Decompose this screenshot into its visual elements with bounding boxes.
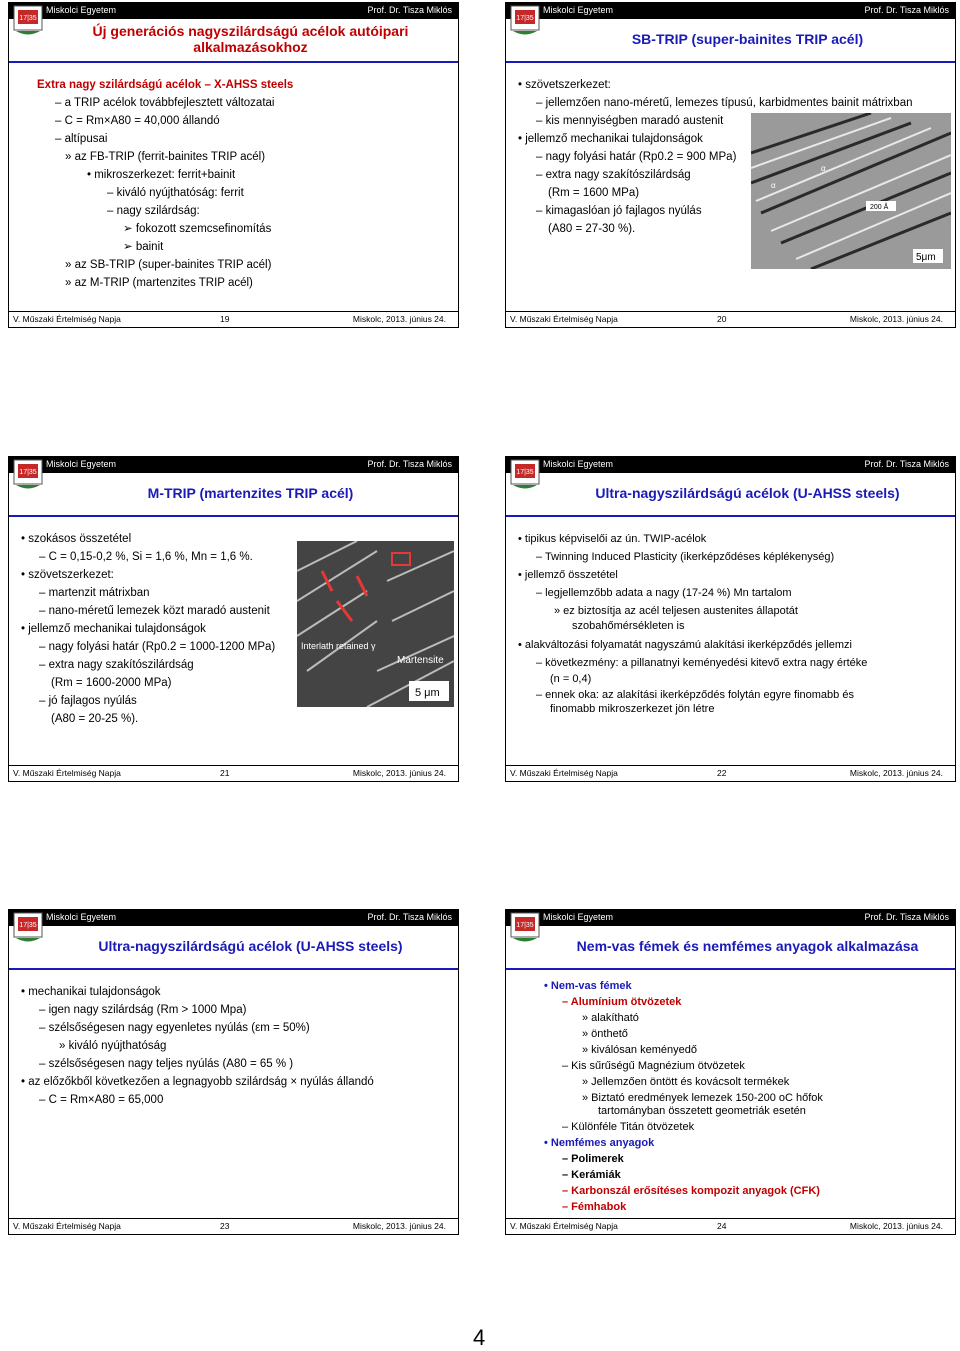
slide-header [9,3,458,19]
slide-footer [9,765,458,781]
slide-19 [8,2,459,328]
bullet-line: (Rm = 1600 MPa) [548,187,640,199]
slide-21 [8,456,459,782]
slide-body [9,69,458,303]
bullet-line: • tipikus képviselői az ún. TWIP-acélok [518,533,707,545]
footer-date: Miskolc, 2013. június 24. [849,1221,943,1231]
bullet-line: • szövetszerkezet: [518,79,611,91]
bullet-line: – jellemzően nano-méretű, lemezes típusú, karbidmentes bainit mátrixban [536,97,913,109]
bullet-line: » kiválósan keményedő [582,1044,697,1056]
university-name: Miskolci Egyetem [543,5,614,15]
bullet-line: – C = Rm×A80 = 65,000 [39,1094,164,1106]
slide-footer [9,311,458,327]
title-rule [9,968,458,970]
slide-number: 19 [220,314,230,324]
slide-23 [8,909,459,1235]
slide-20 [505,2,956,328]
slide-footer [506,1218,955,1234]
bullet-line: tartományban összetett geometriák esetén [598,1105,806,1117]
footer-date: Miskolc, 2013. június 24. [352,1221,446,1231]
bullet-line: » önthető [582,1028,628,1040]
bullet-line: » Biztató eredmények lemezek 150-200 oC hőfok [582,1092,823,1104]
bullet-line: – legjellemzőbb adata a nagy (17-24 %) Mn tartalom [536,587,792,599]
slide-header [506,910,955,926]
svg-text:17|35: 17|35 [516,15,534,22]
slide-header [506,3,955,19]
slide-title: Ultra-nagyszilárdságú acélok (U-AHSS steels) [98,937,403,954]
slide-footer [9,1218,458,1234]
author-name: Prof. Dr. Tisza Miklós [864,459,949,469]
slide-body [9,976,458,1210]
bullet-line: • jellemző mechanikai tulajdonságok [518,133,703,145]
bullet-line: – C = 0,15-0,2 %, Si = 1,6 %, Mn = 1,6 %. [39,551,253,563]
university-logo [13,912,43,944]
bainite-micrograph [751,113,951,269]
bullet-line: – nagy folyási határ (Rp0.2 = 900 MPa) [536,151,737,163]
bullet-line: – szélsőségesen nagy egyenletes nyúlás (εm = 50%) [39,1022,310,1034]
martensite-micrograph [297,541,454,707]
slide-22 [505,456,956,782]
bullet-line: • szokásos összetétel [21,533,132,545]
bullet-line: – jó fajlagos nyúlás [39,695,137,707]
footer-event: V. Műszaki Értelmiség Napja [510,768,618,778]
bullet-line: • Nem-vas fémek [544,980,632,992]
bullet-line: Extra nagy szilárdságú acélok – X-AHSS steels [37,79,294,91]
phase-label: Martensite [397,655,444,666]
bullet-line: – kiváló nyújthatóság: ferrit [107,187,244,199]
university-logo [510,5,540,37]
slide-header [9,457,458,473]
bullet-line: – Kis sűrűségű Magnézium ötvözetek [562,1060,745,1072]
university-name: Miskolci Egyetem [543,459,614,469]
bullet-line: – nagy szilárdság: [107,205,200,217]
phase-label: α [771,181,776,190]
bullet-line: – Polimerek [562,1153,624,1165]
bullet-line: • szövetszerkezet: [21,569,114,581]
bullet-line: – martenzit mátrixban [39,587,150,599]
author-name: Prof. Dr. Tisza Miklós [864,912,949,922]
university-name: Miskolci Egyetem [543,912,614,922]
bullet-line: – C = Rm×A80 = 40,000 állandó [55,115,220,127]
footer-date: Miskolc, 2013. június 24. [849,314,943,324]
bullet-line: – altípusai [55,133,108,145]
bullet-line: ➢ bainit [123,241,164,253]
bullet-line: » az M-TRIP (martenzites TRIP acél) [65,277,253,289]
bullet-line: finomabb mikroszerkezet jön létre [550,703,715,715]
bullet-line: » alakítható [582,1012,639,1024]
bullet-line: – a TRIP acélok továbbfejlesztett változatai [55,97,275,109]
bullet-line: » az SB-TRIP (super-bainites TRIP acél) [65,259,272,271]
bullet-line: • mikroszerkezet: ferrit+bainit [87,169,236,181]
bullet-line: • Nemfémes anyagok [544,1137,655,1149]
scale-label: 5 μm [415,687,440,699]
bullet-line: – ennek oka: az alakítási ikerképződés folytán egyre finomabb és [536,689,854,701]
slide-header [9,910,458,926]
bullet-line: (A80 = 27-30 %). [548,223,636,235]
title-rule [506,61,955,63]
bullet-line: » Jellemzően öntött és kovácsolt termékek [582,1076,790,1088]
bullet-line: – következmény: a pillanatnyi keményedési kitevő extra nagy értéke [536,657,868,669]
bullet-line: – szélsőségesen nagy teljes nyúlás (A80 = 65 % ) [39,1058,294,1070]
bullet-line: – nano-méretű lemezek közt maradó austenit [39,605,270,617]
university-name: Miskolci Egyetem [46,459,117,469]
bullet-line: ➢ fokozott szemcsefinomítás [123,223,272,235]
footer-event: V. Műszaki Értelmiség Napja [13,768,121,778]
author-name: Prof. Dr. Tisza Miklós [864,5,949,15]
svg-text:17|35: 17|35 [19,922,37,929]
slide-number: 24 [717,1221,727,1231]
slide-number: 21 [220,768,230,778]
title-rule [9,515,458,517]
bullet-line: • mechanikai tulajdonságok [21,986,161,998]
slide-title: Új generációs nagyszilárdságú acélok autóipari alkalmazásokhoz [92,22,409,55]
bullet-line: (n = 0,4) [550,673,592,685]
university-logo [510,459,540,491]
bullet-line: – Twinning Induced Plasticity (ikerképződéses képlékenység) [536,551,835,563]
author-name: Prof. Dr. Tisza Miklós [367,459,452,469]
university-logo [13,459,43,491]
bullet-line: – kimagaslóan jó fajlagos nyúlás [536,205,702,217]
slide-number: 20 [717,314,727,324]
footer-event: V. Műszaki Értelmiség Napja [510,1221,618,1231]
bullet-line: – kis mennyiségben maradó austenit [536,115,724,127]
university-logo [510,912,540,944]
author-name: Prof. Dr. Tisza Miklós [367,5,452,15]
bullet-line: – Karbonszál erősítéses kompozit anyagok (CFK) [562,1185,820,1197]
slide-header [506,457,955,473]
title-rule [506,968,955,970]
footer-event: V. Műszaki Értelmiség Napja [13,314,121,324]
footer-date: Miskolc, 2013. június 24. [849,768,943,778]
bullet-line: (A80 = 20-25 %). [51,713,139,725]
bullet-line: • az előzőkből következően a legnagyobb szilárdság × nyúlás állandó [21,1076,374,1088]
slide-title: SB-TRIP (super-bainites TRIP acél) [631,30,864,47]
slide-footer [506,765,955,781]
title-rule [506,515,955,517]
bullet-line: – extra nagy szakítószilárdság [536,169,691,181]
scale-label: 200 Å [870,204,889,211]
slide-body [506,976,955,1213]
bullet-line: – Különféle Titán ötvözetek [562,1121,695,1133]
bullet-line: • alakváltozási folyamatát nagyszámú alakítási ikerképződés jellemzi [518,639,853,651]
university-logo [13,5,43,37]
author-name: Prof. Dr. Tisza Miklós [367,912,452,922]
slide-title: Ultra-nagyszilárdságú acélok (U-AHSS steels) [595,484,900,501]
phase-label: Interlath retained γ [301,641,376,651]
scale-label: 5μm [916,252,936,263]
slide-body [506,523,955,757]
bullet-line: • jellemző mechanikai tulajdonságok [21,623,206,635]
svg-text:17|35: 17|35 [516,922,534,929]
slide-title: M-TRIP (martenzites TRIP acél) [147,484,354,501]
slide-title: Nem-vas fémek és nemfémes anyagok alkalmazása [576,937,919,954]
svg-text:17|35: 17|35 [516,469,534,476]
phase-label: α [821,164,826,173]
bullet-line: – extra nagy szakítószilárdság [39,659,194,671]
slide-24 [505,909,956,1235]
university-name: Miskolci Egyetem [46,912,117,922]
bullet-line: » az FB-TRIP (ferrit-bainites TRIP acél) [65,151,266,163]
footer-date: Miskolc, 2013. június 24. [352,314,446,324]
bullet-line: (Rm = 1600-2000 MPa) [51,677,172,689]
bullet-line: – Kerámiák [562,1169,621,1181]
bullet-line: – Alumínium ötvözetek [562,996,682,1008]
slide-number: 22 [717,768,727,778]
svg-text:17|35: 17|35 [19,469,37,476]
svg-text:17|35: 17|35 [19,15,37,22]
bullet-line: – Fémhabok [562,1201,627,1213]
footer-event: V. Műszaki Értelmiség Napja [13,1221,121,1231]
university-name: Miskolci Egyetem [46,5,117,15]
bullet-line: – igen nagy szilárdság (Rm > 1000 Mpa) [39,1004,247,1016]
bullet-line: » ez biztosítja az acél teljesen austenites állapotát [554,605,798,617]
bullet-line: » kiváló nyújthatóság [59,1040,167,1052]
footer-date: Miskolc, 2013. június 24. [352,768,446,778]
page-number: 4 [473,1325,486,1350]
bullet-line: • jellemző összetétel [518,569,618,581]
title-rule [9,61,458,63]
slide-number: 23 [220,1221,230,1231]
bullet-line: szobahőmérsékleten is [572,620,685,632]
footer-event: V. Műszaki Értelmiség Napja [510,314,618,324]
bullet-line: – nagy folyási határ (Rp0.2 = 1000-1200 MPa) [39,641,276,653]
slide-footer [506,311,955,327]
